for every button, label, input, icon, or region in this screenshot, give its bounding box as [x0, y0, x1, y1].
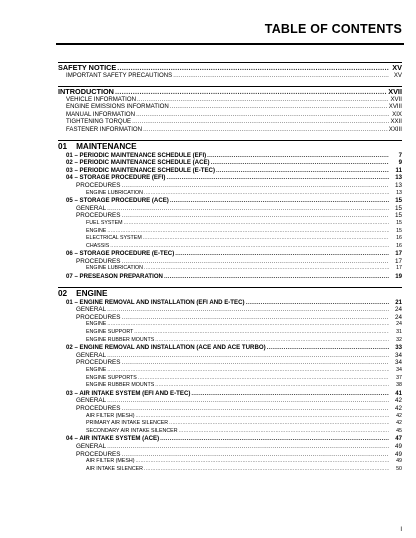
- toc-entry[interactable]: [58, 72, 402, 80]
- toc-entry-title: ENGINE RUBBER MOUNTS: [86, 382, 155, 389]
- toc-entry-page: 24: [394, 313, 402, 321]
- dot-leader: [115, 87, 387, 96]
- toc-entry-page: 17: [396, 265, 402, 272]
- dot-leader: [216, 167, 389, 175]
- toc-entry[interactable]: [58, 220, 402, 228]
- toc-entry-page: 42: [394, 397, 402, 405]
- section-title: MAINTENANCE: [76, 141, 137, 151]
- toc-entry[interactable]: [58, 390, 402, 398]
- toc-entry-page: XVIII: [388, 103, 402, 111]
- toc-entry-title: 01 – ENGINE REMOVAL AND INSTALLATION (EFI AND E-TEC): [66, 298, 245, 306]
- dot-leader: [121, 405, 389, 413]
- toc-entry[interactable]: [58, 428, 402, 436]
- dot-leader: [144, 265, 389, 273]
- title-rule: [56, 43, 404, 45]
- toc-entry[interactable]: [58, 212, 402, 220]
- section-number: 02: [58, 288, 68, 298]
- toc-entry[interactable]: [58, 167, 402, 175]
- toc-entry-page: 15: [396, 227, 402, 234]
- toc-entry-title: PROCEDURES: [76, 313, 121, 321]
- dot-leader: [155, 337, 389, 345]
- toc-entry-title: 07 – PRESEASON PREPARATION: [66, 273, 163, 281]
- toc-entry[interactable]: [58, 451, 402, 459]
- toc-entry-title: 03 – PERIODIC MAINTENANCE SCHEDULE (E-TEC): [66, 166, 215, 174]
- toc-entry-page: XVII: [390, 95, 402, 103]
- toc-entry-page: 15: [394, 212, 402, 220]
- toc-entry[interactable]: [58, 443, 402, 451]
- toc-entry-title: ENGINE RUBBER MOUNTS: [86, 336, 155, 343]
- toc-section: [58, 62, 402, 80]
- dot-leader: [144, 190, 389, 198]
- toc-entry-title: PROCEDURES: [76, 212, 121, 220]
- dot-leader: [107, 228, 389, 236]
- toc-entry-title: PROCEDURES: [76, 450, 121, 458]
- toc-entry-title: ENGINE SUPPORTS: [86, 374, 137, 381]
- dot-leader: [121, 359, 389, 367]
- toc-entry-title: ENGINE: [86, 321, 107, 328]
- toc-entry-title: IMPORTANT SAFETY PRECAUTIONS: [66, 72, 173, 79]
- toc-entry-page: 15: [395, 197, 402, 205]
- toc-entry[interactable]: [58, 197, 402, 205]
- toc-entry-title: GENERAL: [76, 351, 107, 359]
- toc-entry-page: XIX: [392, 110, 402, 118]
- toc-entry-title: AIR INTAKE SILENCER: [86, 465, 144, 472]
- toc-entry-title: ENGINE: [86, 367, 107, 373]
- toc-entry[interactable]: [58, 337, 402, 345]
- toc-entry[interactable]: [58, 87, 402, 96]
- dot-leader: [134, 329, 389, 337]
- dot-leader: [135, 413, 389, 421]
- dot-leader: [132, 118, 389, 126]
- toc-entry-title: INTRODUCTION: [58, 86, 114, 96]
- dot-leader: [211, 159, 389, 167]
- toc-entry-page: 34: [394, 359, 402, 367]
- toc-entry-page: 33: [395, 344, 402, 352]
- toc-entry-title: ELECTRICAL SYSTEM: [86, 235, 142, 242]
- toc-entry-title: SAFETY NOTICE: [58, 63, 117, 72]
- toc-entry-page: 16: [396, 242, 402, 249]
- dot-leader: [107, 397, 389, 405]
- toc-entry[interactable]: [58, 329, 402, 337]
- toc-entry[interactable]: [58, 265, 402, 273]
- toc-entry-page: 15: [394, 204, 402, 212]
- toc-entry-page: 24: [396, 321, 402, 328]
- toc-entry[interactable]: [58, 118, 402, 126]
- toc-entry-title: 03 – AIR INTAKE SYSTEM (EFI AND E-TEC): [66, 389, 191, 397]
- toc-entry-page: XVII: [388, 86, 402, 96]
- toc-entry-title: 04 – AIR INTAKE SYSTEM (ACE): [66, 435, 160, 443]
- toc-entry-title: 05 – STORAGE PROCEDURE (ACE): [66, 197, 169, 205]
- toc-entry-title: AIR FILTER (MESH): [86, 412, 135, 419]
- toc-entry[interactable]: [58, 243, 402, 251]
- dot-leader: [121, 212, 389, 220]
- toc-entry[interactable]: [58, 314, 402, 322]
- dot-leader: [143, 235, 389, 243]
- toc-entry-page: XXIII: [388, 125, 402, 133]
- toc-entry[interactable]: [58, 413, 402, 421]
- toc-entry-page: XXII: [390, 118, 402, 126]
- section-heading: [58, 141, 402, 152]
- toc-entry[interactable]: [58, 258, 402, 266]
- toc-entry-title: MANUAL INFORMATION: [66, 110, 136, 118]
- toc-entry[interactable]: [58, 174, 402, 182]
- toc-entry[interactable]: [58, 111, 402, 119]
- toc-entry[interactable]: [58, 103, 402, 111]
- dot-leader: [144, 466, 389, 474]
- dot-leader: [117, 63, 389, 72]
- toc-entry-title: CHASSIS: [86, 242, 110, 249]
- dot-leader: [135, 458, 389, 466]
- table-of-contents: [58, 62, 402, 473]
- toc-entry[interactable]: [58, 152, 402, 160]
- toc-entry-title: ENGINE LUBRICATION: [86, 189, 143, 196]
- dot-leader: [110, 243, 389, 251]
- toc-entry-page: 42: [394, 404, 402, 412]
- toc-entry-page: 13: [396, 189, 402, 196]
- toc-entry-page: 38: [396, 382, 402, 389]
- toc-entry-title: 02 – PERIODIC MAINTENANCE SCHEDULE (ACE): [66, 159, 210, 167]
- dot-leader: [164, 273, 389, 281]
- toc-entry-page: 17: [395, 250, 402, 258]
- dot-leader: [170, 103, 388, 111]
- dot-leader: [170, 197, 389, 205]
- toc-entry[interactable]: [58, 359, 402, 367]
- dot-leader: [179, 428, 389, 436]
- toc-entry-page: 9: [398, 159, 402, 167]
- dot-leader: [107, 352, 389, 360]
- toc-section: [58, 287, 402, 474]
- toc-entry-title: FUEL SYSTEM: [86, 219, 123, 226]
- dot-leader: [136, 111, 389, 119]
- toc-entry-page: 47: [395, 435, 402, 443]
- toc-entry-page: 41: [395, 389, 402, 397]
- section-number: 01: [58, 141, 68, 151]
- toc-section: [58, 140, 402, 281]
- dot-leader: [173, 72, 389, 80]
- toc-entry-title: 02 – ENGINE REMOVAL AND INSTALLATION (ACE AND ACE TURBO): [66, 344, 266, 352]
- toc-entry[interactable]: [58, 397, 402, 405]
- toc-entry[interactable]: [58, 250, 402, 258]
- dot-leader: [138, 375, 389, 383]
- toc-entry-title: GENERAL: [76, 442, 107, 450]
- page-number: I: [400, 527, 402, 533]
- toc-entry-title: PRIMARY AIR INTAKE SILENCER: [86, 420, 169, 427]
- toc-entry[interactable]: [58, 375, 402, 383]
- toc-entry[interactable]: [58, 344, 402, 352]
- toc-entry-page: 24: [394, 306, 402, 314]
- toc-entry-title: 04 – STORAGE PROCEDURE (EFI): [66, 174, 166, 182]
- toc-entry-title: GENERAL: [76, 306, 107, 314]
- toc-entry-page: 34: [394, 351, 402, 359]
- toc-entry-title: ENGINE EMISSIONS INFORMATION: [66, 103, 169, 111]
- toc-entry-page: 49: [396, 458, 402, 465]
- dot-leader: [246, 299, 389, 307]
- toc-entry[interactable]: [58, 205, 402, 213]
- toc-entry-page: 32: [396, 336, 402, 343]
- dot-leader: [121, 451, 389, 459]
- toc-entry[interactable]: [58, 159, 402, 167]
- page-title: TABLE OF CONTENTS: [264, 22, 402, 36]
- dot-leader: [169, 420, 389, 428]
- toc-entry-page: 19: [395, 273, 402, 281]
- toc-entry-page: 31: [396, 329, 402, 336]
- toc-entry-page: 16: [396, 235, 402, 242]
- toc-entry[interactable]: [58, 466, 402, 474]
- toc-entry[interactable]: [58, 273, 402, 281]
- toc-entry[interactable]: [58, 190, 402, 198]
- toc-entry-title: ENGINE SUPPORT: [86, 329, 134, 336]
- toc-entry-page: 42: [396, 420, 402, 427]
- toc-entry-title: 06 – STORAGE PROCEDURE (E-TEC): [66, 250, 175, 258]
- toc-entry-title: VEHICLE INFORMATION: [66, 95, 136, 103]
- toc-entry-title: FASTENER INFORMATION: [66, 125, 143, 133]
- toc-entry[interactable]: [58, 228, 402, 236]
- toc-entry[interactable]: [58, 420, 402, 428]
- toc-entry-title: GENERAL: [76, 397, 107, 405]
- dot-leader: [191, 390, 389, 398]
- dot-leader: [107, 367, 389, 375]
- dot-leader: [267, 344, 389, 352]
- dot-leader: [107, 443, 389, 451]
- dot-leader: [175, 250, 389, 258]
- toc-entry[interactable]: [58, 182, 402, 190]
- toc-entry-title: PROCEDURES: [76, 359, 121, 367]
- toc-entry-page: 13: [394, 181, 402, 189]
- toc-entry-page: 49: [394, 442, 402, 450]
- dot-leader: [155, 382, 389, 390]
- dot-leader: [160, 435, 389, 443]
- toc-entry[interactable]: [58, 96, 402, 104]
- dot-leader: [107, 205, 389, 213]
- toc-section: [58, 86, 402, 134]
- toc-entry-page: 15: [396, 219, 402, 226]
- toc-entry[interactable]: [58, 367, 402, 375]
- dot-leader: [166, 174, 389, 182]
- toc-entry[interactable]: [58, 306, 402, 314]
- toc-entry-title: TIGHTENING TORQUE: [66, 118, 132, 126]
- toc-entry[interactable]: [58, 352, 402, 360]
- toc-entry-title: GENERAL: [76, 204, 107, 212]
- toc-entry-page: 13: [395, 174, 402, 182]
- toc-entry[interactable]: [58, 299, 402, 307]
- toc-entry[interactable]: [58, 405, 402, 413]
- toc-entry[interactable]: [58, 435, 402, 443]
- toc-entry-page: 42: [396, 412, 402, 419]
- toc-entry-page: 17: [394, 257, 402, 265]
- toc-entry-page: 50: [396, 465, 402, 472]
- toc-entry-title: PROCEDURES: [76, 181, 121, 189]
- dot-leader: [143, 126, 388, 134]
- toc-entry-title: ENGINE: [86, 227, 107, 234]
- toc-entry-page: 34: [396, 367, 402, 373]
- toc-entry[interactable]: [58, 235, 402, 243]
- toc-entry[interactable]: [58, 126, 402, 134]
- toc-entry-page: 7: [398, 151, 402, 159]
- toc-entry-title: SECONDARY AIR INTAKE SILENCER: [86, 427, 178, 434]
- toc-entry-page: 21: [395, 298, 402, 306]
- dot-leader: [207, 152, 389, 160]
- toc-entry-page: 11: [395, 166, 402, 174]
- dot-leader: [121, 314, 389, 322]
- dot-leader: [137, 96, 389, 104]
- section-title: ENGINE: [76, 288, 108, 298]
- toc-entry-title: AIR FILTER (MESH): [86, 458, 135, 465]
- dot-leader: [107, 321, 389, 329]
- dot-leader: [124, 220, 389, 228]
- toc-entry-title: PROCEDURES: [76, 257, 121, 265]
- toc-entry-title: ENGINE LUBRICATION: [86, 265, 143, 272]
- toc-entry-page: XV: [393, 72, 402, 79]
- toc-entry-page: 49: [394, 450, 402, 458]
- dot-leader: [107, 306, 389, 314]
- toc-entry[interactable]: [58, 382, 402, 390]
- toc-entry[interactable]: [58, 458, 402, 466]
- toc-entry-page: 37: [396, 374, 402, 381]
- toc-entry-page: 45: [396, 427, 402, 434]
- dot-leader: [121, 182, 389, 190]
- toc-entry-title: PROCEDURES: [76, 404, 121, 412]
- dot-leader: [121, 258, 389, 266]
- toc-entry-page: XV: [392, 63, 402, 72]
- toc-entry[interactable]: [58, 63, 402, 72]
- toc-entry[interactable]: [58, 321, 402, 329]
- toc-entry-title: 01 – PERIODIC MAINTENANCE SCHEDULE (EFI): [66, 151, 207, 159]
- section-heading: [58, 288, 402, 299]
